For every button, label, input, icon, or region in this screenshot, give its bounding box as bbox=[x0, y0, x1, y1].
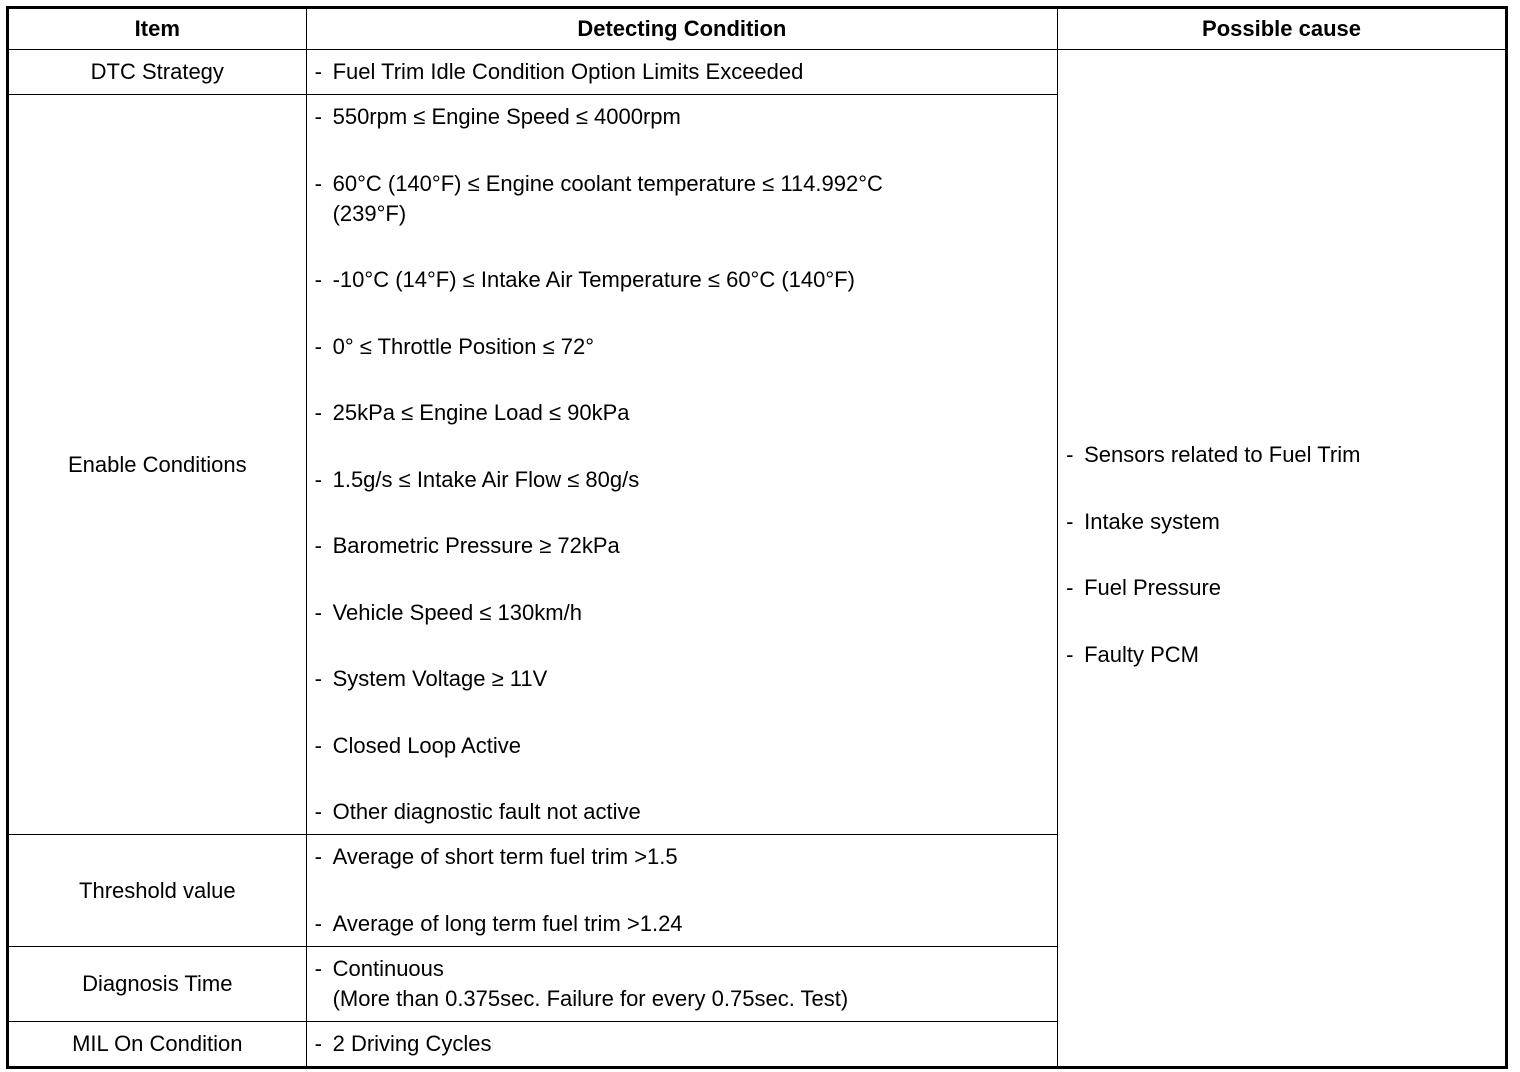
condition-item: - System Voltage ≥ 11V bbox=[314, 666, 548, 691]
row-item-label: DTC Strategy bbox=[8, 50, 307, 95]
row-item-label: Diagnosis Time bbox=[8, 947, 307, 1022]
condition-item: - Barometric Pressure ≥ 72kPa bbox=[314, 533, 620, 558]
cause-item: - Sensors related to Fuel Trim bbox=[1066, 442, 1361, 467]
dash-glyph: - bbox=[314, 59, 322, 84]
condition-item: - Closed Loop Active bbox=[314, 732, 521, 758]
table-row bbox=[8, 50, 1507, 95]
condition-item: - 60°C (140°F) ≤ Engine coolant temperature ≤ 114.992°C (239°F) bbox=[314, 170, 883, 226]
cause-item: - Faulty PCM bbox=[1066, 641, 1200, 667]
row-item-label: Enable Conditions bbox=[8, 95, 307, 835]
condition-item: - Fuel Trim Idle Condition Option Limits Exceeded bbox=[315, 57, 1058, 87]
row-conditions bbox=[306, 95, 1058, 835]
header-possible-cause: Possible cause bbox=[1058, 8, 1507, 50]
dtc-table bbox=[6, 6, 1508, 1069]
row-item-label: MIL On Condition bbox=[8, 1022, 307, 1068]
row-conditions bbox=[306, 1022, 1058, 1068]
condition-item: - Average of short term fuel trim >1.5 bbox=[314, 844, 678, 869]
condition-item: - 550rpm ≤ Engine Speed ≤ 4000rpm bbox=[314, 104, 681, 129]
condition-item: - Other diagnostic fault not active bbox=[314, 799, 641, 824]
row-item-label: Threshold value bbox=[8, 835, 307, 947]
header-row bbox=[8, 8, 1507, 50]
row-conditions bbox=[306, 50, 1058, 95]
possible-cause-cell bbox=[1058, 50, 1507, 1068]
cause-item: - Fuel Pressure bbox=[1066, 575, 1222, 600]
row-conditions bbox=[306, 835, 1058, 947]
condition-item: - 0° ≤ Throttle Position ≤ 72° bbox=[314, 333, 595, 359]
cause-item: - Intake system bbox=[1066, 508, 1220, 534]
condition-item: - Average of long term fuel trim >1.24 bbox=[314, 910, 683, 936]
row-conditions bbox=[306, 947, 1058, 1022]
condition-item: - 1.5g/s ≤ Intake Air Flow ≤ 80g/s bbox=[314, 466, 640, 492]
condition-item: - 2 Driving Cycles bbox=[314, 1031, 492, 1056]
condition-item: - -10°C (14°F) ≤ Intake Air Temperature ≤ 60°C (140°F) bbox=[314, 267, 855, 292]
condition-item: - Vehicle Speed ≤ 130km/h bbox=[314, 599, 582, 625]
possible-cause-list bbox=[1058, 50, 1505, 670]
header-item: Item bbox=[8, 8, 307, 50]
header-detecting-condition: Detecting Condition bbox=[306, 8, 1058, 50]
condition-item: - 25kPa ≤ Engine Load ≤ 90kPa bbox=[314, 400, 630, 425]
condition-item: - Continuous (More than 0.375sec. Failure for every 0.75sec. Test) bbox=[314, 956, 849, 1011]
